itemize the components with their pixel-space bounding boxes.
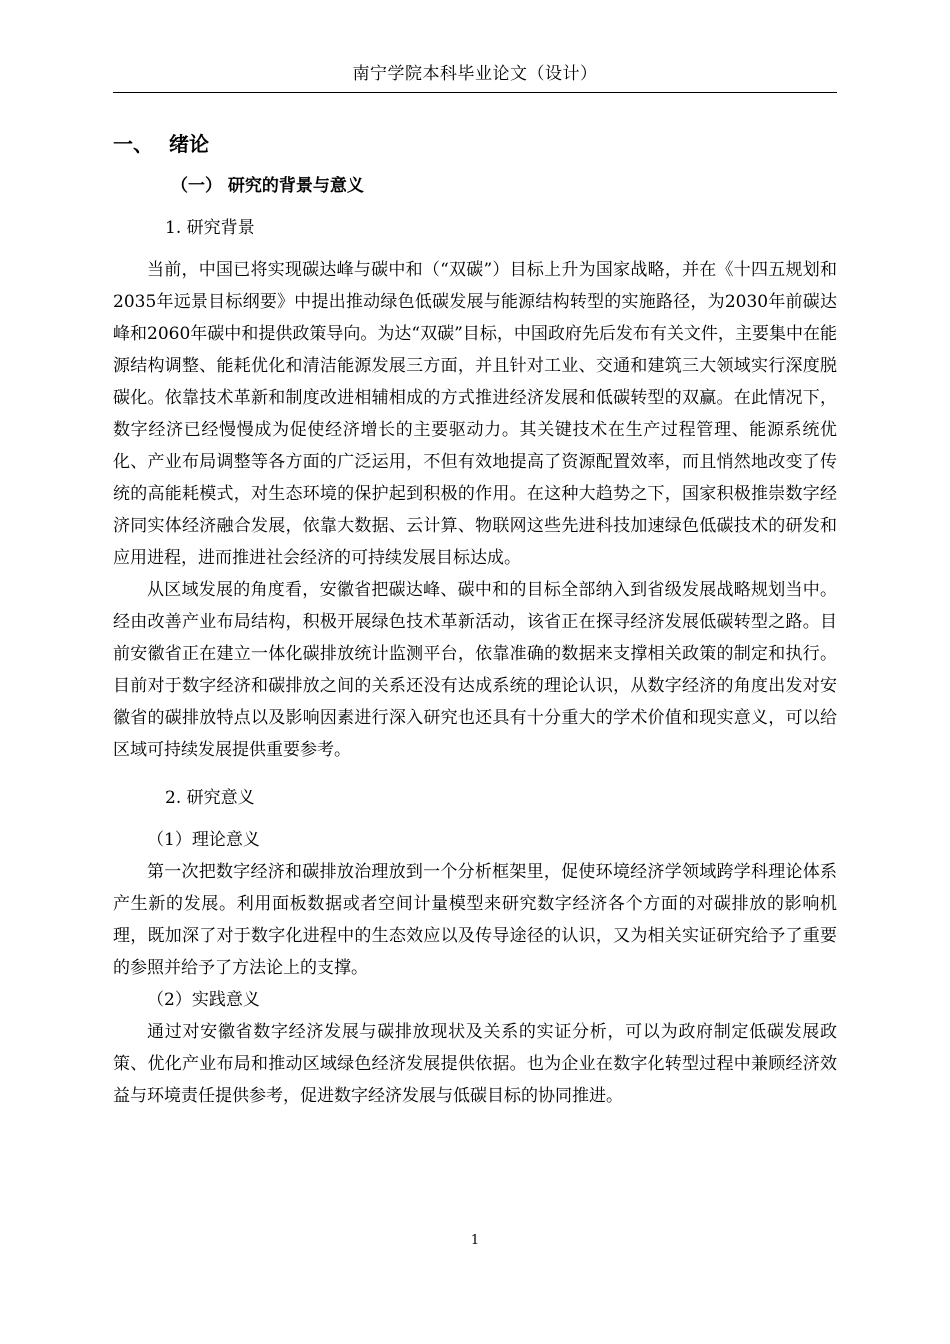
header-title: 南宁学院本科毕业论文（设计）	[352, 64, 598, 84]
paragraph-theory: 第一次把数字经济和碳排放治理放到一个分析框架里，促使环境经济学领域跨学科理论体系产生新的发展。利用面板数据或者空间计量模型来研究数字经济各个方面的对碳排放的影响机理，既加深了对于数字化进程中的生态效应以及传导途径的认识，又为相关实证研究给予了重要的参照并给予了方法论上的支撑。	[113, 862, 837, 978]
paragraph-practice: 通过对安徽省数字经济发展与碳排放现状及关系的实证分析，可以为政府制定低碳发展政策、优化产业布局和推动区域绿色经济发展提供依据。也为企业在数字化转型过程中兼顾经济效益与环境责任提供参考，促进数字经济发展与低碳目标的协同推进。	[113, 1022, 837, 1106]
page-number: 1	[470, 1233, 480, 1248]
paragraph-background-1: 当前，中国已将实现碳达峰与碳中和（“双碳”）目标上升为国家战略，并在《十四五规划和2035年远景目标纲要》中提出推动绿色低碳发展与能源结构转型的实施路径，为2030年前碳达峰和2060年碳中和提供政策导向。为达“双碳”目标，中国政府先后发布有关文件，主要集中在能源结构调整、能耗优化和清洁能源发展三方面，并且针对工业、交通和建筑三大领域实行深度脱碳化。依靠技术革新和制度改进相辅相成的方式推进经济发展和低碳转型的双赢。在此情况下，数字经济已经慢慢成为促使经济增长的主要驱动力。其关键技术在生产过程管理、能源系统优化、产业布局调整等各方面的广泛运用，不但有效地提高了资源配置效率，而且悄然地改变了传统的高能耗模式，对生态环境的保护起到积极的作用。在这种大趋势之下，国家积极推崇数字经济同实体经济融合发展，依靠大数据、云计算、物联网这些先进科技加速绿色低碳技术的研发和应用进程，进而推进社会经济的可持续发展目标达成。	[113, 260, 837, 568]
document-body	[113, 126, 837, 1112]
subsection-heading: （一） 研究的背景与意义	[171, 176, 364, 196]
item-heading-background: 1. 研究背景	[165, 218, 255, 238]
practice-heading: （2）实践意义	[147, 990, 260, 1010]
paragraph-background-2: 从区域发展的角度看，安徽省把碳达峰、碳中和的目标全部纳入到省级发展战略规划当中。经由改善产业布局结构，积极开展绿色技术革新活动，该省正在探寻经济发展低碳转型之路。目前安徽省正在建立一体化碳排放统计监测平台，依靠准确的数据来支撑相关政策的制定和执行。目前对于数字经济和碳排放之间的关系还没有达成系统的理论认识，从数字经济的角度出发对安徽省的碳排放特点以及影响因素进行深入研究也还具有十分重大的学术价值和现实意义，可以给区域可持续发展提供重要参考。	[113, 580, 837, 760]
section-title: 绪论	[169, 132, 209, 156]
item-heading-significance: 2. 研究意义	[165, 788, 255, 808]
theory-heading: （1）理论意义	[147, 830, 260, 850]
page-header	[113, 60, 837, 93]
section-number: 一、	[113, 132, 153, 156]
section-heading	[113, 126, 837, 162]
